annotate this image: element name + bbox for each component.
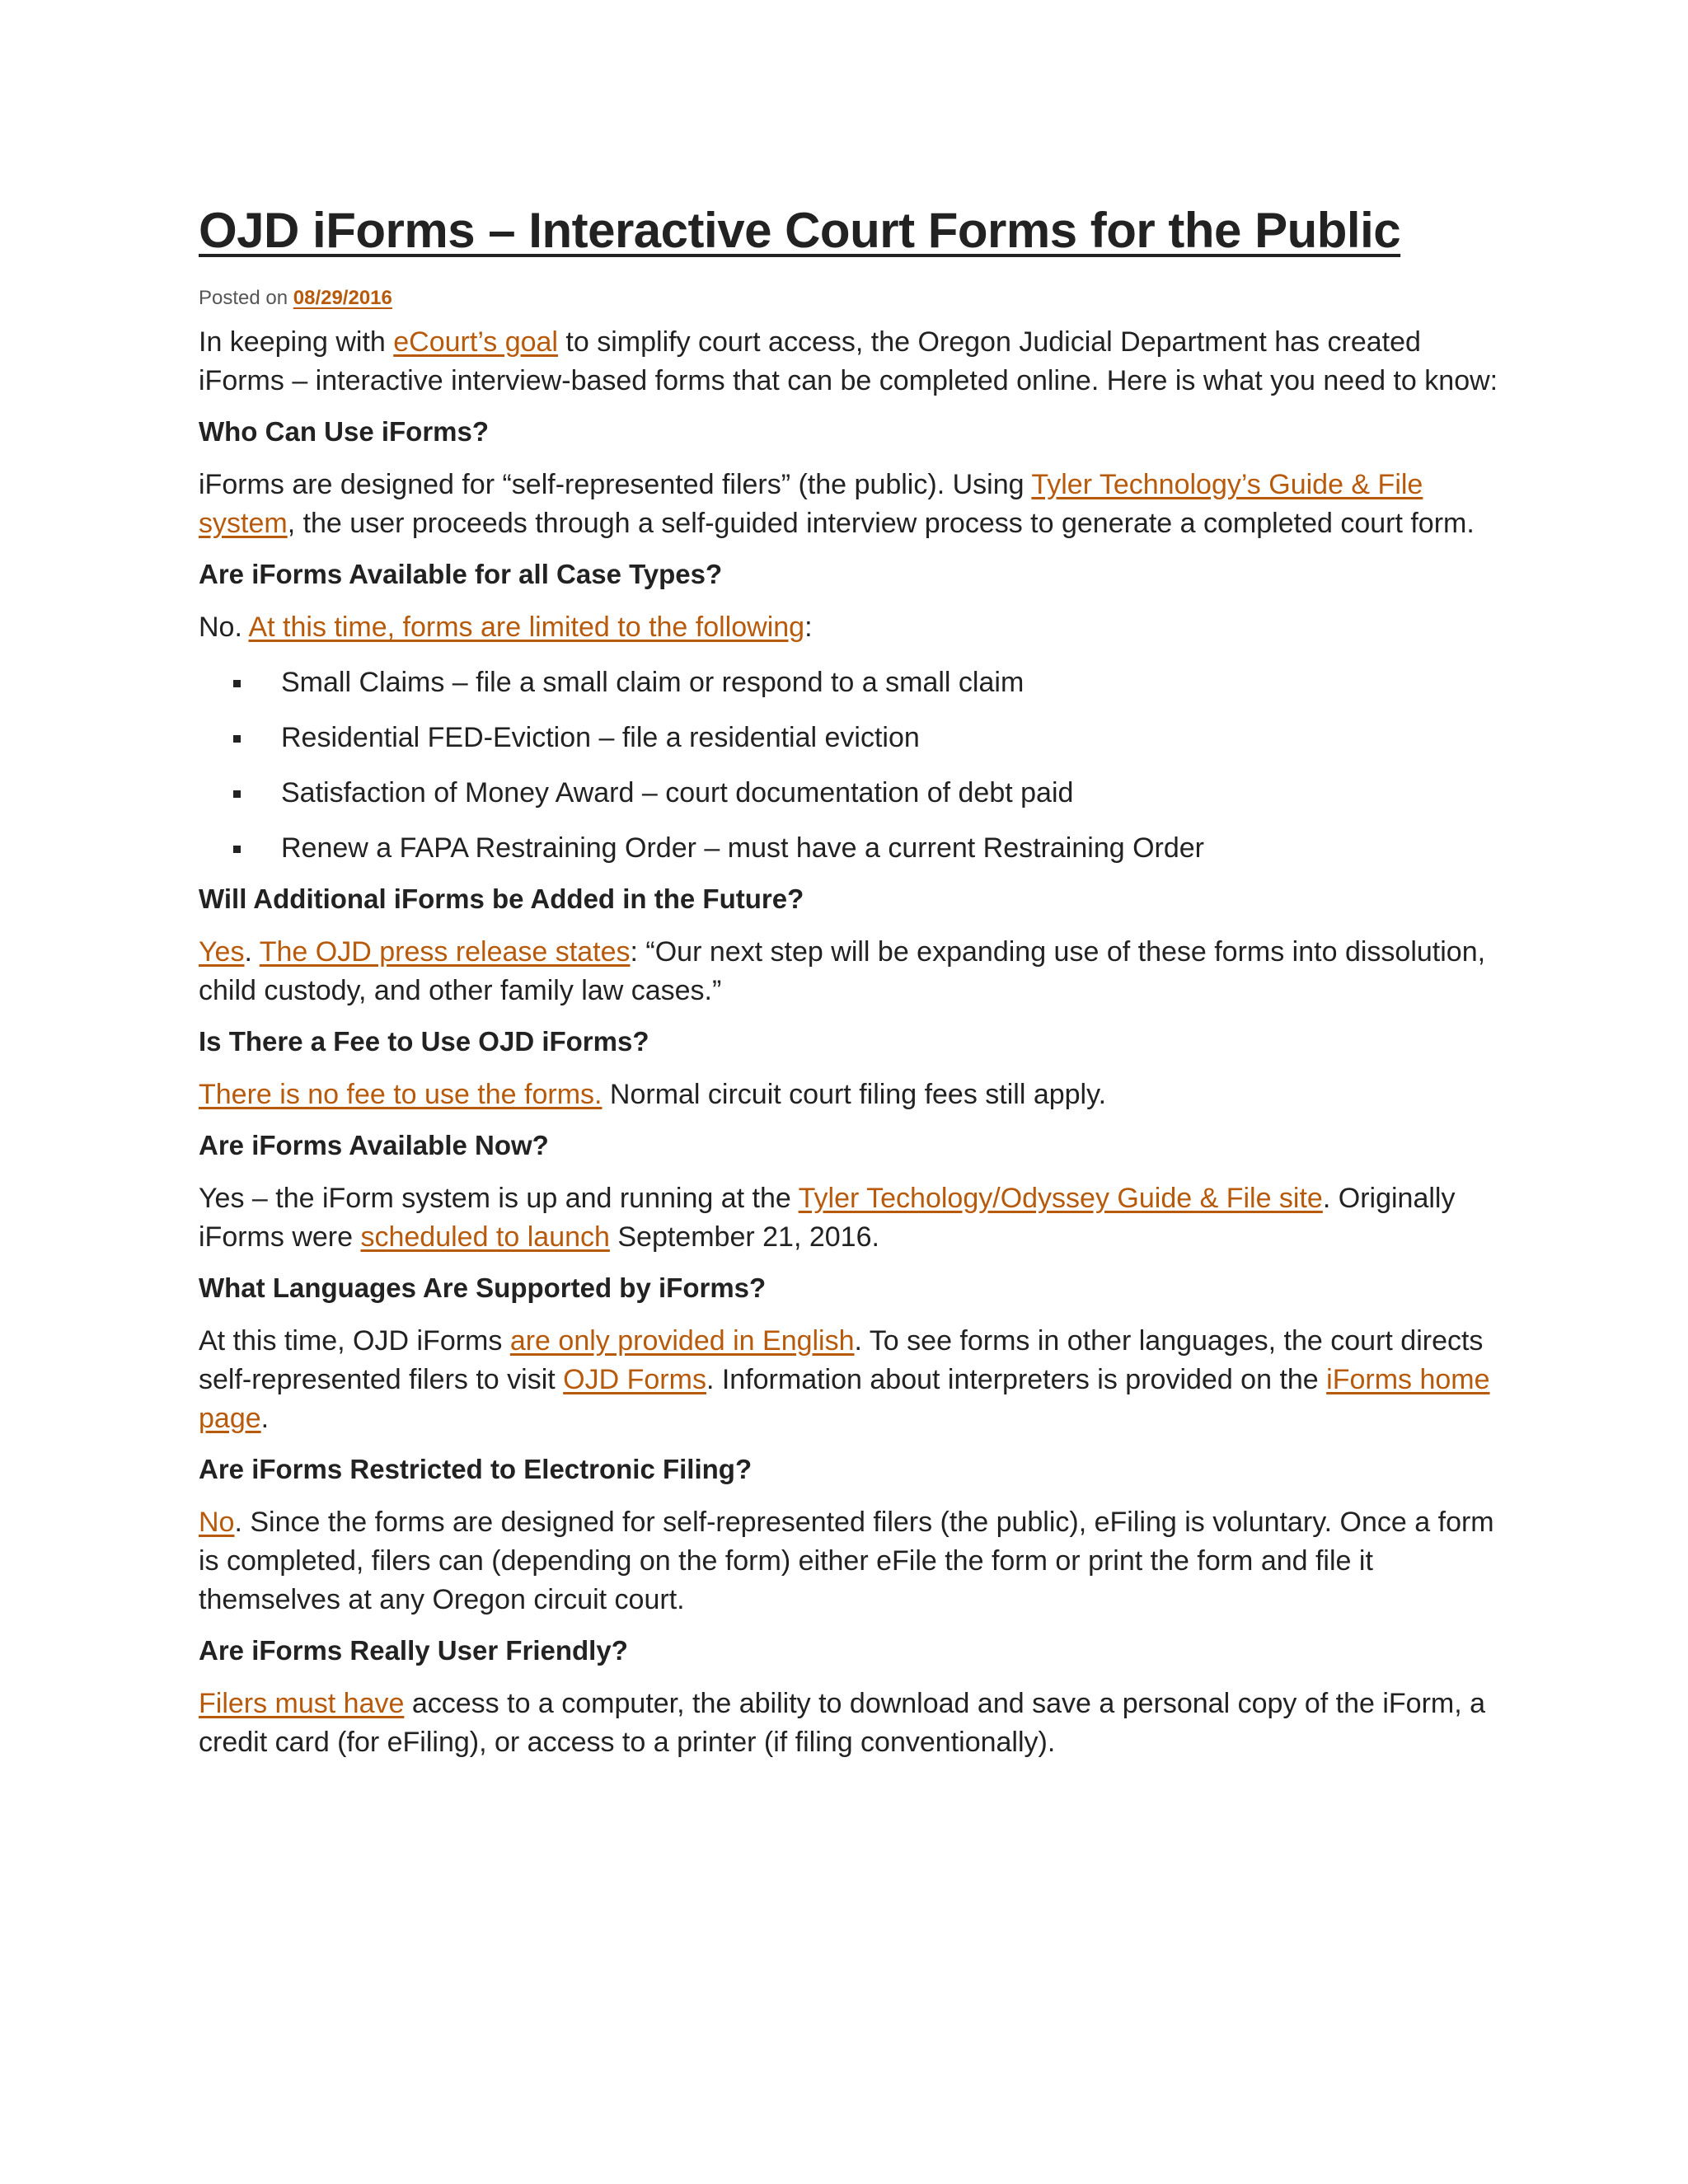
section-who — [199, 412, 1501, 543]
available-text-1: Yes – the iForm system is up and running at the — [199, 1183, 799, 1214]
section-friendly — [199, 1631, 1501, 1762]
section-efiling — [199, 1450, 1501, 1619]
paragraph-future — [199, 933, 1501, 1010]
scheduled-launch-link[interactable]: scheduled to launch — [360, 1221, 610, 1253]
heading-efiling: Are iForms Restricted to Electronic Filing? — [199, 1454, 753, 1484]
list-item: Residential FED-Eviction – file a residential eviction — [199, 719, 1501, 757]
paragraph-languages — [199, 1322, 1501, 1438]
posted-label: Posted on — [199, 287, 293, 309]
languages-text-4: . — [260, 1403, 270, 1434]
intro-text-2: to simplify court access, the Oregon Judicial Department has created iForms – interactive interview-based forms that can be completed online. Here is what you need to know: — [199, 326, 1498, 396]
heading-languages: What Languages Are Supported by iForms? — [199, 1272, 767, 1303]
paragraph-case-types — [199, 608, 1501, 647]
section-case-types — [199, 555, 1501, 868]
intro-paragraph — [199, 323, 1501, 401]
heading-available: Are iForms Available Now? — [199, 1130, 549, 1160]
page-title: OJD iForms – Interactive Court Forms for the Public — [199, 203, 1401, 258]
future-text-1: . — [244, 936, 260, 968]
tyler-guide-file-link[interactable]: Tyler Technology’s Guide & File system — [199, 469, 1423, 539]
paragraph-fee — [199, 1076, 1501, 1114]
paragraph-efiling — [199, 1503, 1501, 1619]
available-text-2: . Originally iForms were — [199, 1183, 1456, 1253]
case-types-list — [199, 663, 1501, 868]
posted-line — [199, 285, 1501, 312]
languages-text-2: . To see forms in other languages, the court directs self-represented filers to visit — [199, 1325, 1484, 1395]
heading-future: Will Additional iForms be Added in the Future? — [199, 883, 804, 914]
heading-fee: Is There a Fee to Use OJD iForms? — [199, 1026, 649, 1057]
efiling-text-1: . Since the forms are designed for self-represented filers (the public), eFiling is voluntary. Once a form is completed, filers can (depending on the form) either eFile the form or print the form and file it themselves at any Oregon circuit court. — [199, 1507, 1494, 1615]
ojd-forms-link[interactable]: OJD Forms — [563, 1364, 706, 1395]
document-page — [199, 198, 1501, 1762]
who-text-1: iForms are designed for “self-represented filers” (the public). Using — [199, 469, 1032, 500]
who-text-2: , the user proceeds through a self-guided interview process to generate a completed court form. — [287, 508, 1475, 539]
posted-date-link[interactable]: 08/29/2016 — [293, 287, 392, 309]
case-types-text-1: No. — [199, 612, 249, 643]
press-release-link[interactable]: The OJD press release states — [259, 936, 631, 968]
languages-text-1: At this time, OJD iForms — [199, 1325, 510, 1357]
available-text-3: September 21, 2016. — [609, 1221, 879, 1253]
ecourt-goal-link[interactable]: eCourt’s goal — [393, 326, 558, 358]
heading-who: Who Can Use iForms? — [199, 416, 490, 447]
friendly-text-1: access to a computer, the ability to download and save a personal copy of the iForm, a credit card (for eFiling), or access to a printer (if filing conventionally). — [199, 1688, 1486, 1758]
paragraph-friendly — [199, 1685, 1501, 1762]
english-only-link[interactable]: are only provided in English — [509, 1325, 855, 1357]
odyssey-guide-file-link[interactable]: Tyler Techology/Odyssey Guide & File site — [798, 1183, 1323, 1214]
no-fee-link[interactable]: There is no fee to use the forms. — [199, 1079, 603, 1110]
heading-case-types: Are iForms Available for all Case Types? — [199, 559, 723, 589]
section-available — [199, 1126, 1501, 1257]
future-text-2: : “Our next step will be expanding use of these forms into dissolution, child custody, and other family law cases.” — [199, 936, 1486, 1006]
paragraph-who — [199, 466, 1501, 543]
forms-limited-link[interactable]: At this time, forms are limited to the following — [248, 612, 805, 643]
iforms-home-link[interactable]: iForms home page — [199, 1364, 1490, 1434]
case-types-text-2: : — [804, 612, 813, 643]
section-languages — [199, 1268, 1501, 1438]
filers-must-have-link[interactable]: Filers must have — [199, 1688, 405, 1719]
heading-friendly: Are iForms Really User Friendly? — [199, 1635, 628, 1666]
list-item: Renew a FAPA Restraining Order – must have a current Restraining Order — [199, 829, 1501, 868]
intro-text-1: In keeping with — [199, 326, 394, 358]
list-item: Small Claims – file a small claim or respond to a small claim — [199, 663, 1501, 702]
list-item: Satisfaction of Money Award – court documentation of debt paid — [199, 774, 1501, 813]
fee-text-1: Normal circuit court filing fees still apply. — [602, 1079, 1107, 1110]
section-future — [199, 879, 1501, 1010]
section-fee — [199, 1022, 1501, 1114]
languages-text-3: . Information about interpreters is provided on the — [706, 1364, 1327, 1395]
yes-link[interactable]: Yes — [199, 936, 245, 968]
no-link[interactable]: No — [199, 1507, 235, 1538]
paragraph-available — [199, 1179, 1501, 1257]
